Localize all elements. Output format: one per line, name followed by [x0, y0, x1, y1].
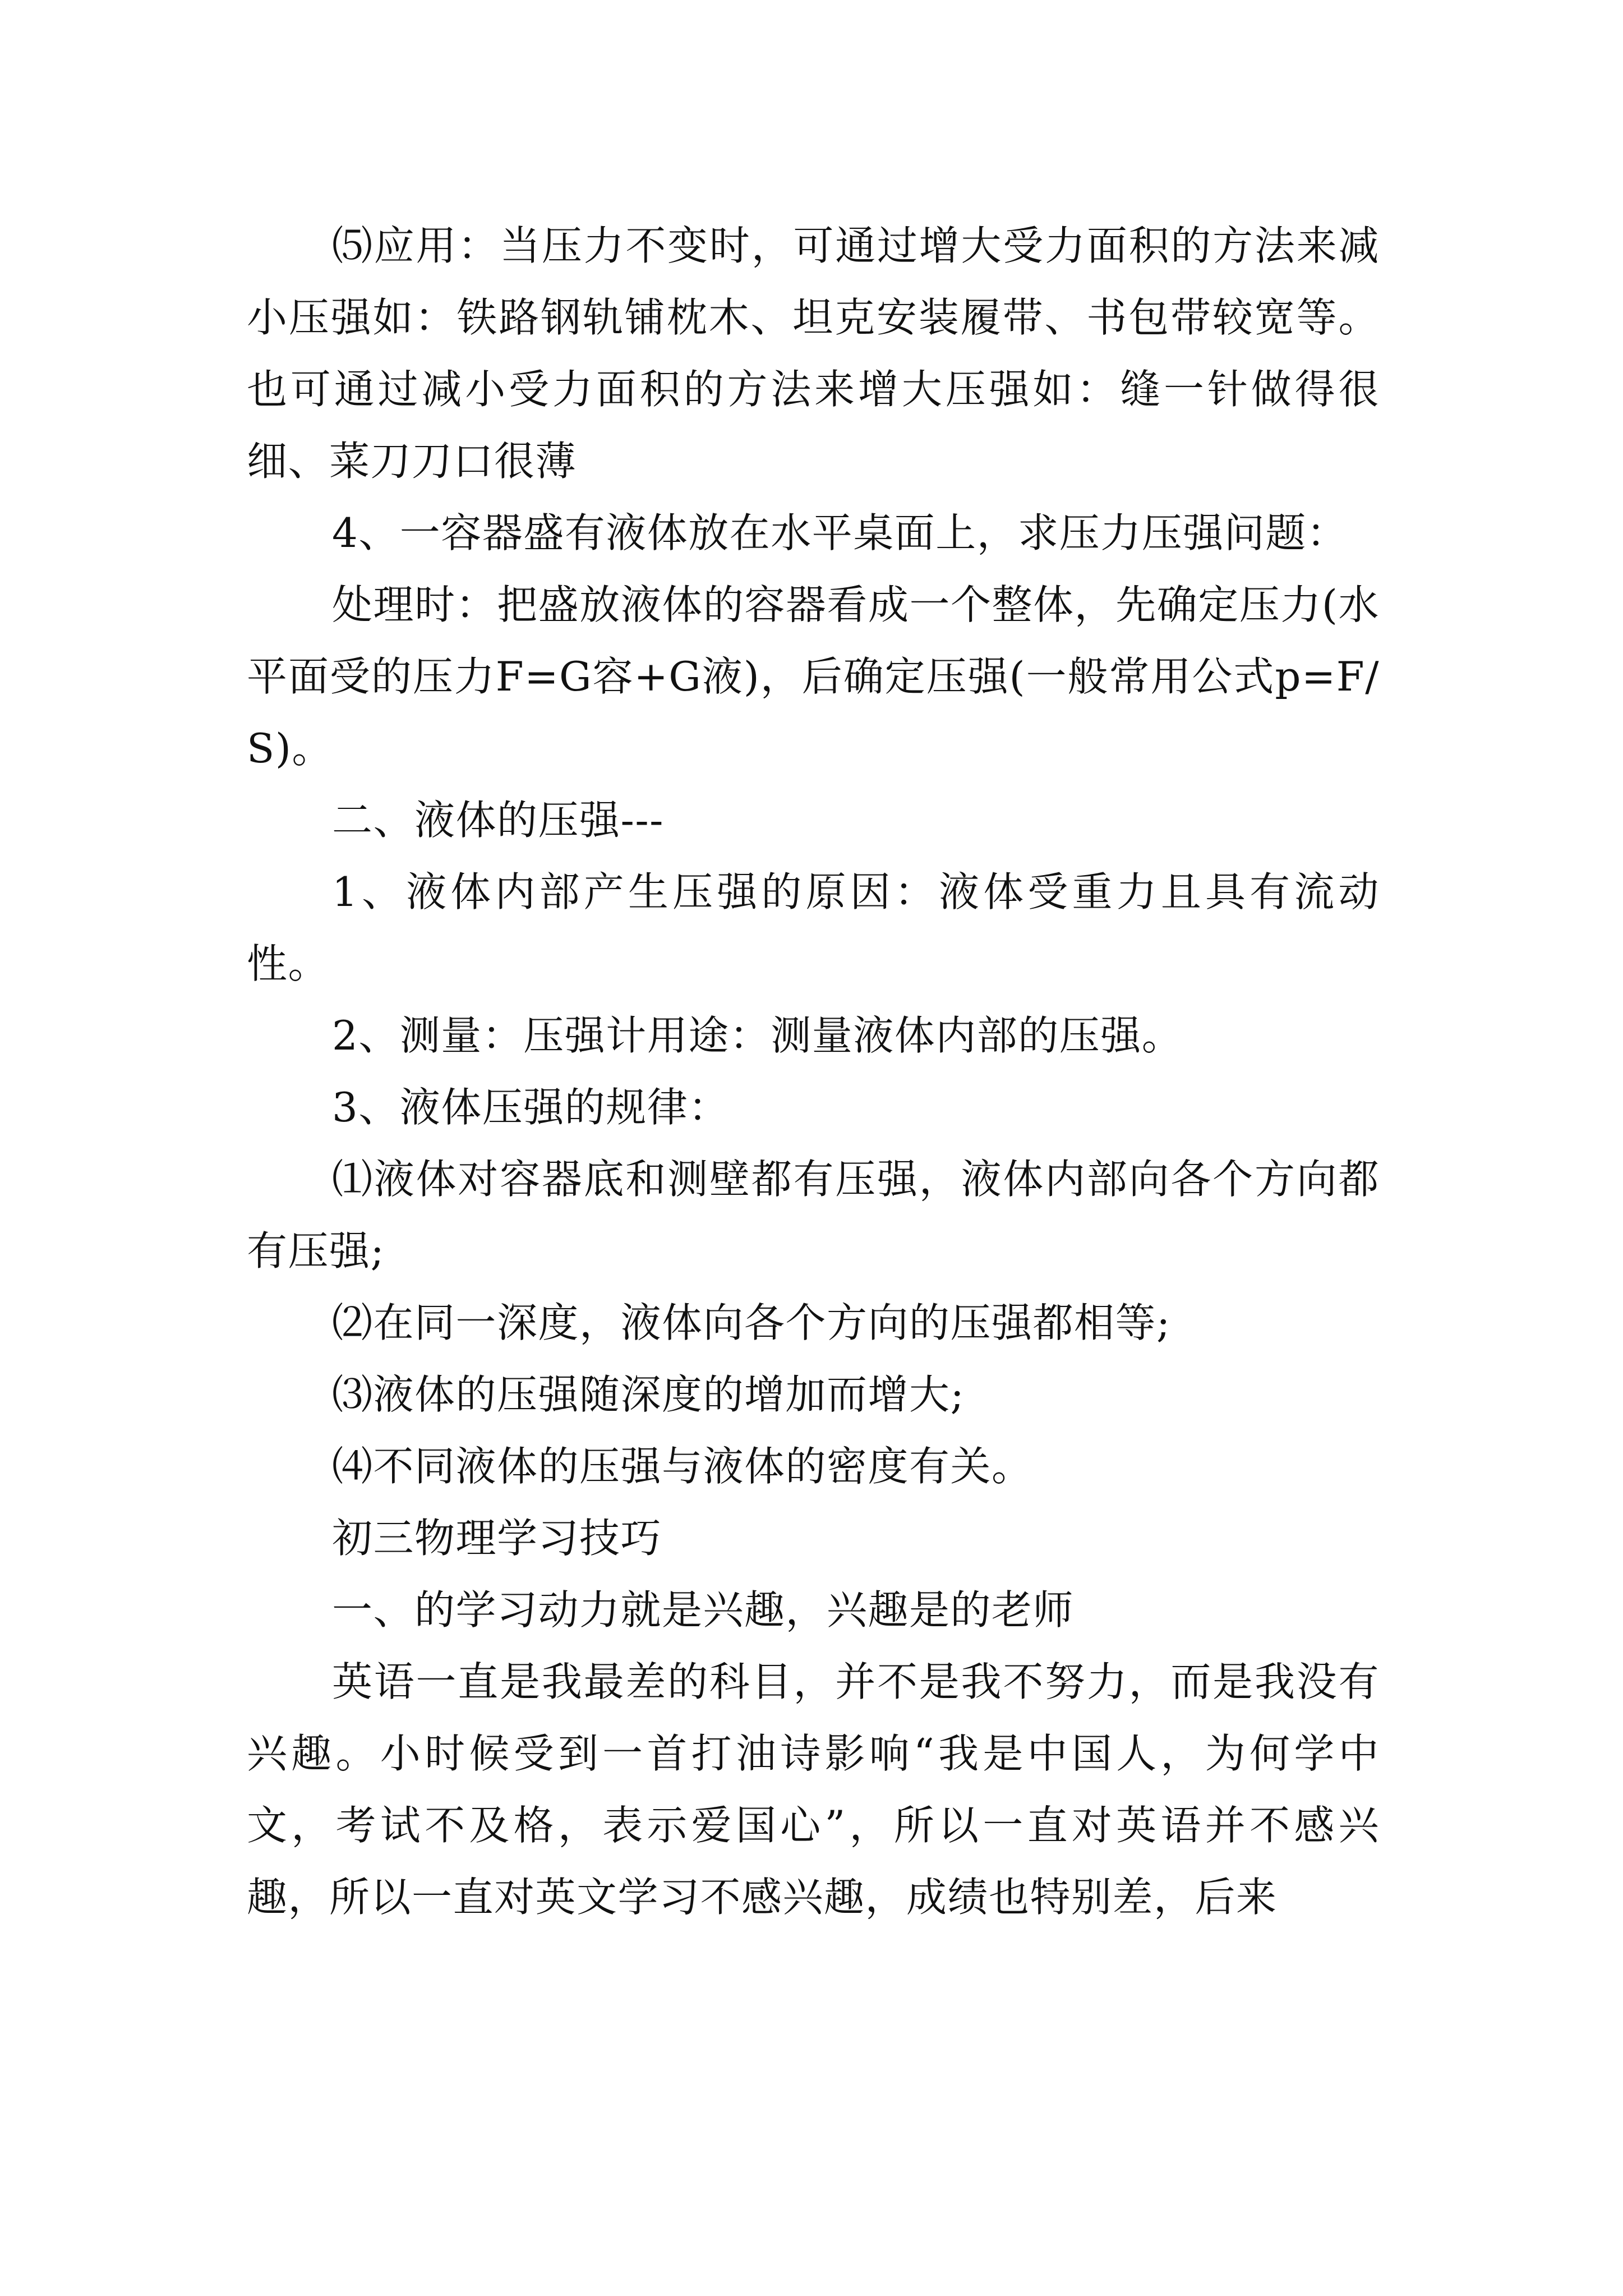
paragraph-application: ⑸应用：当压力不变时，可通过增大受力面积的方法来减小压强如：铁路钢轨铺枕木、坦克安装履带、书包带较宽等。也可通过减小受力面积的方法来增大压强如：缝一针做得很细、菜刀刀口很薄 [247, 222, 1380, 485]
list-item-rule-2: ⑵在同一深度，液体向各个方向的压强都相等; [332, 1299, 1171, 1346]
list-item-rule-3: ⑶液体的压强随深度的增加而增大; [332, 1371, 965, 1418]
paragraph-cause: 1、液体内部产生压强的原因：液体受重力且具有流动性。 [247, 868, 1380, 987]
list-item-rule-4: ⑷不同液体的压强与液体的密度有关。 [332, 1443, 1033, 1490]
section-heading-liquid-pressure: 二、液体的压强--- [332, 797, 664, 844]
paragraph-english-story: 英语一直是我最差的科目，并不是我不努力，而是我没有兴趣。小时候受到一首打油诗影响“我是中国人，为何学中文，考试不及格，表示爱国心”，所以一直对英语并不感兴趣，所以一直对英文学习不感兴趣，成绩也特别差，后来 [247, 1658, 1380, 1921]
paragraph-container-problem: 4、一容器盛有液体放在水平桌面上，求压力压强问题： [332, 509, 1348, 556]
subheading-interest: 一、的学习动力就是兴趣，兴趣是的老师 [332, 1586, 1075, 1634]
paragraph-rules-heading: 3、液体压强的规律： [332, 1084, 730, 1131]
section-heading-study-tips: 初三物理学习技巧 [332, 1515, 662, 1562]
list-item-rule-1: ⑴液体对容器底和测壁都有压强，液体内部向各个方向都有压强; [247, 1156, 1380, 1274]
paragraph-measurement: 2、测量：压强计用途：测量液体内部的压强。 [332, 1012, 1183, 1059]
paragraph-processing: 处理时：把盛放液体的容器看成一个整体，先确定压力(水平面受的压力F=G容+G液)，后确定压强(一般常用公式p=F/S)。 [247, 581, 1380, 772]
document-body [247, 210, 1380, 1933]
